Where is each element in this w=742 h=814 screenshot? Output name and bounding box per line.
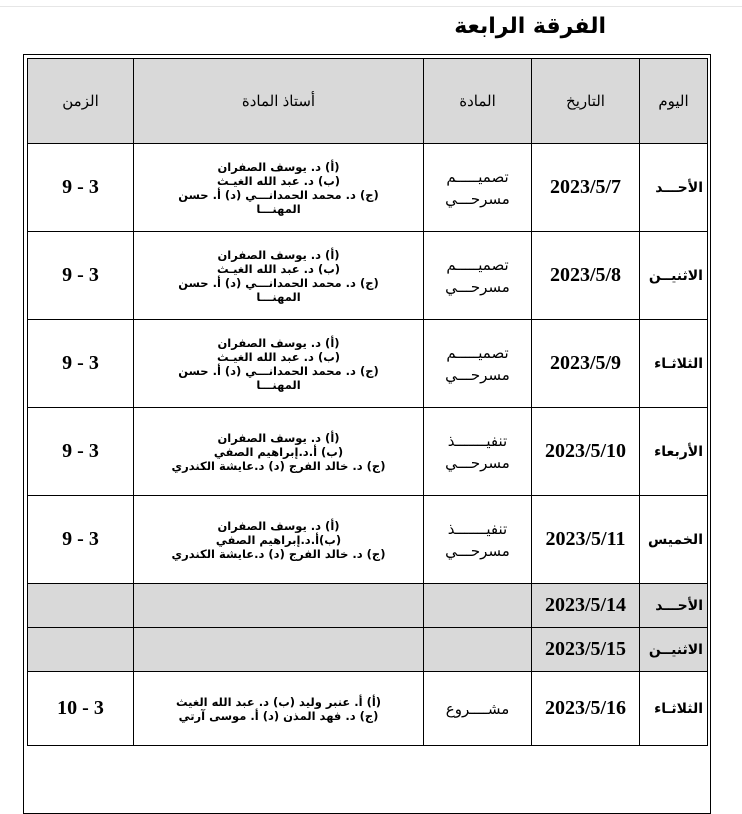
day-cell: الخميس: [640, 496, 708, 584]
subject-cell: [424, 320, 532, 408]
teacher-cell: [134, 628, 424, 672]
teacher-line: (أ) د. يوسف الصفران: [217, 159, 340, 174]
subject-line: تصميـــــم: [446, 255, 509, 274]
teacher-line: المهنـــا: [256, 201, 301, 216]
teacher-line: (ج) د. محمد الحمدانـــي (د) أ. حسن: [178, 187, 379, 202]
subject-line: مسرحـــي: [445, 189, 510, 208]
table-row: [28, 672, 708, 746]
time-cell: 10 - 3: [28, 672, 134, 746]
teacher-cell: [134, 144, 424, 232]
date-cell: 2023/5/15: [532, 628, 640, 672]
page-title: الفرقة الرابعة: [454, 14, 606, 39]
teacher-line: (أ) د. يوسف الصفران: [217, 430, 340, 445]
table-row: [28, 320, 708, 408]
day-cell: الثلاثـاء: [640, 672, 708, 746]
teacher-cell: [134, 672, 424, 746]
schedule-table: [27, 58, 708, 746]
time-cell: 9 - 3: [28, 232, 134, 320]
header-time: الزمن: [28, 59, 134, 144]
day-cell: الثلاثـاء: [640, 320, 708, 408]
date-cell: 2023/5/9: [532, 320, 640, 408]
subject-cell: [424, 496, 532, 584]
teacher-line: (أ) أ. عنبر وليد (ب) د. عبد الله الغيث: [175, 694, 382, 709]
teacher-cell: [134, 584, 424, 628]
teacher-line: (ج) د. محمد الحمدانـــي (د) أ. حسن: [178, 363, 379, 378]
header-date: التاريخ: [532, 59, 640, 144]
teacher-line: (أ) د. يوسف الصفران: [217, 247, 340, 262]
header-day: اليوم: [640, 59, 708, 144]
date-cell: 2023/5/11: [532, 496, 640, 584]
table-row: [28, 144, 708, 232]
day-cell: الاثنيــن: [640, 628, 708, 672]
teacher-cell: [134, 496, 424, 584]
teacher-line: (أ) د. يوسف الصفران: [217, 335, 340, 350]
teacher-line: المهنـــا: [256, 289, 301, 304]
subject-line: تصميـــــم: [446, 167, 509, 186]
date-cell: 2023/5/14: [532, 584, 640, 628]
day-cell: الاثنيــن: [640, 232, 708, 320]
day-cell: الأحـــد: [640, 144, 708, 232]
teacher-line: (أ) د. يوسف الصفران: [217, 518, 340, 533]
subject-line: مسرحـــي: [445, 365, 510, 384]
date-cell: 2023/5/8: [532, 232, 640, 320]
subject-cell: [424, 584, 532, 628]
table-row: [28, 408, 708, 496]
teacher-line: المهنـــا: [256, 377, 301, 392]
time-cell: [28, 584, 134, 628]
time-cell: [28, 628, 134, 672]
subject-line: مشــــروع: [445, 699, 510, 718]
table-row: [28, 232, 708, 320]
header-teacher: أستاذ المادة: [134, 59, 424, 144]
subject-line: تصميـــــم: [446, 343, 509, 362]
teacher-line: (ب)أ.د.إبراهيم الصفي: [215, 532, 342, 547]
teacher-line: (ب) د. عبد الله الغيـث: [216, 173, 341, 188]
subject-line: تنفيـــــــذ: [447, 431, 508, 450]
teacher-cell: [134, 232, 424, 320]
teacher-cell: [134, 408, 424, 496]
subject-line: مسرحـــي: [445, 277, 510, 296]
header-subject: المادة: [424, 59, 532, 144]
subject-line: مسرحـــي: [445, 541, 510, 560]
table-row: [28, 628, 708, 672]
table-row: [28, 584, 708, 628]
time-cell: 9 - 3: [28, 408, 134, 496]
header-row: [28, 59, 708, 144]
day-cell: الأحـــد: [640, 584, 708, 628]
date-cell: 2023/5/10: [532, 408, 640, 496]
table-row: [28, 496, 708, 584]
teacher-line: (ج) د. فهد المذن (د) أ. موسى آرتي: [178, 708, 379, 723]
subject-cell: [424, 232, 532, 320]
time-cell: 9 - 3: [28, 320, 134, 408]
teacher-line: (ب) د. عبد الله الغيـث: [216, 261, 341, 276]
teacher-line: (ج) د. خالد الفرج (د) د.عايشة الكندري: [171, 458, 386, 473]
subject-cell: [424, 144, 532, 232]
teacher-cell: [134, 320, 424, 408]
date-cell: 2023/5/16: [532, 672, 640, 746]
teacher-line: (ب) د. عبد الله الغيـث: [216, 349, 341, 364]
top-divider: [0, 6, 742, 7]
date-cell: 2023/5/7: [532, 144, 640, 232]
teacher-line: (ب) أ.د.إبراهيم الصفي: [213, 444, 344, 459]
subject-cell: [424, 408, 532, 496]
time-cell: 9 - 3: [28, 496, 134, 584]
teacher-line: (ج) د. محمد الحمدانـــي (د) أ. حسن: [178, 275, 379, 290]
time-cell: 9 - 3: [28, 144, 134, 232]
subject-cell: [424, 672, 532, 746]
teacher-line: (ج) د. خالد الفرج (د) د.عايشة الكندري: [171, 546, 386, 561]
subject-line: مسرحـــي: [445, 453, 510, 472]
subject-line: تنفيـــــــذ: [447, 519, 508, 538]
subject-cell: [424, 628, 532, 672]
day-cell: الأربعاء: [640, 408, 708, 496]
